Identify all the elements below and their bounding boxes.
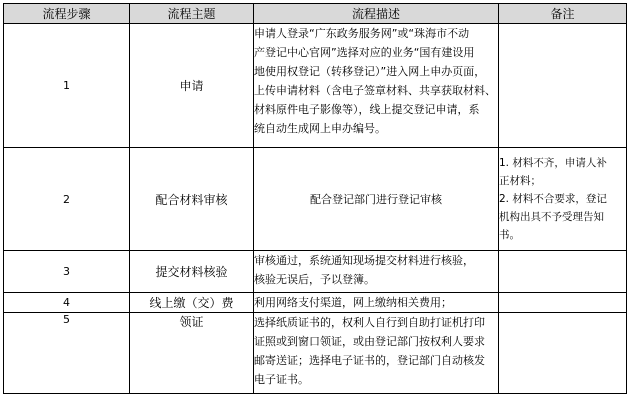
description-line: 上传申请材料（含电子签章材料、共享获取材料、 — [254, 84, 496, 97]
description-line: 审核通过，系统通知现场提交材料进行核验， — [254, 254, 474, 267]
description-line: 配合登记部门进行登记审核 — [310, 192, 442, 206]
description-line: 选择纸质证书的，权利人自行到自助打证机打印 — [254, 316, 485, 329]
notes-cell — [499, 24, 627, 148]
notes-cell — [499, 293, 627, 313]
description-cell — [254, 293, 499, 313]
topic-cell: 申请 — [130, 24, 254, 148]
step-cell: 4 — [4, 293, 130, 313]
step-cell: 2 — [4, 148, 130, 251]
description-cell — [254, 24, 499, 148]
description-line: 材料原件电子影像等），线上提交登记申请，系 — [254, 103, 480, 116]
table-row — [4, 148, 627, 251]
notes-cell — [499, 313, 627, 394]
note-line: 正材料； — [499, 175, 541, 187]
step-cell: 1 — [4, 24, 130, 148]
description-line: 证照或到窗口领证，或由登记部门按权利人要求 — [254, 335, 485, 348]
description-line: 核验无误后，予以登簿。 — [254, 273, 375, 286]
description-line: 邮寄送证；选择电子证书的，登记部门自动核发 — [254, 354, 485, 367]
description-cell — [254, 251, 499, 293]
topic-cell: 线上缴（交）费 — [130, 293, 254, 313]
header-description: 流程描述 — [254, 4, 499, 24]
header-row — [4, 4, 627, 24]
description-line: 地使用权登记（转移登记）”进入网上申办页面， — [254, 65, 486, 78]
header-step: 流程步骤 — [4, 4, 130, 24]
table-row — [4, 313, 627, 394]
step-cell: 3 — [4, 251, 130, 293]
topic-cell: 领证 — [130, 313, 254, 394]
process-table — [3, 3, 627, 394]
table-row — [4, 251, 627, 293]
header-topic: 流程主题 — [130, 4, 254, 24]
header-notes: 备注 — [499, 4, 627, 24]
note-line: 1. 材料不齐，申请人补 — [499, 157, 607, 169]
table-row — [4, 293, 627, 313]
topic-cell: 提交材料核验 — [130, 251, 254, 293]
note-line: 2. 材料不合要求，登记 — [499, 193, 607, 205]
description-line: 产登记中心官网”选择对应的业务“国有建设用 — [254, 46, 475, 59]
note-line: 机构出具不予受理告知 — [499, 211, 604, 223]
note-line: 书。 — [499, 229, 520, 241]
notes-cell — [499, 251, 627, 293]
description-line: 电子证书。 — [254, 373, 309, 386]
topic-cell: 配合材料审核 — [130, 148, 254, 251]
description-cell — [254, 313, 499, 394]
table-row — [4, 24, 627, 148]
description-cell — [254, 148, 499, 251]
step-cell: 5 — [4, 313, 130, 394]
description-line: 利用网络支付渠道，网上缴纳相关费用； — [254, 296, 452, 309]
notes-cell — [499, 148, 627, 251]
description-line: 申请人登录“广东政务服务网”或“珠海市不动 — [254, 27, 470, 40]
description-line: 统自动生成网上申办编号。 — [254, 122, 386, 135]
